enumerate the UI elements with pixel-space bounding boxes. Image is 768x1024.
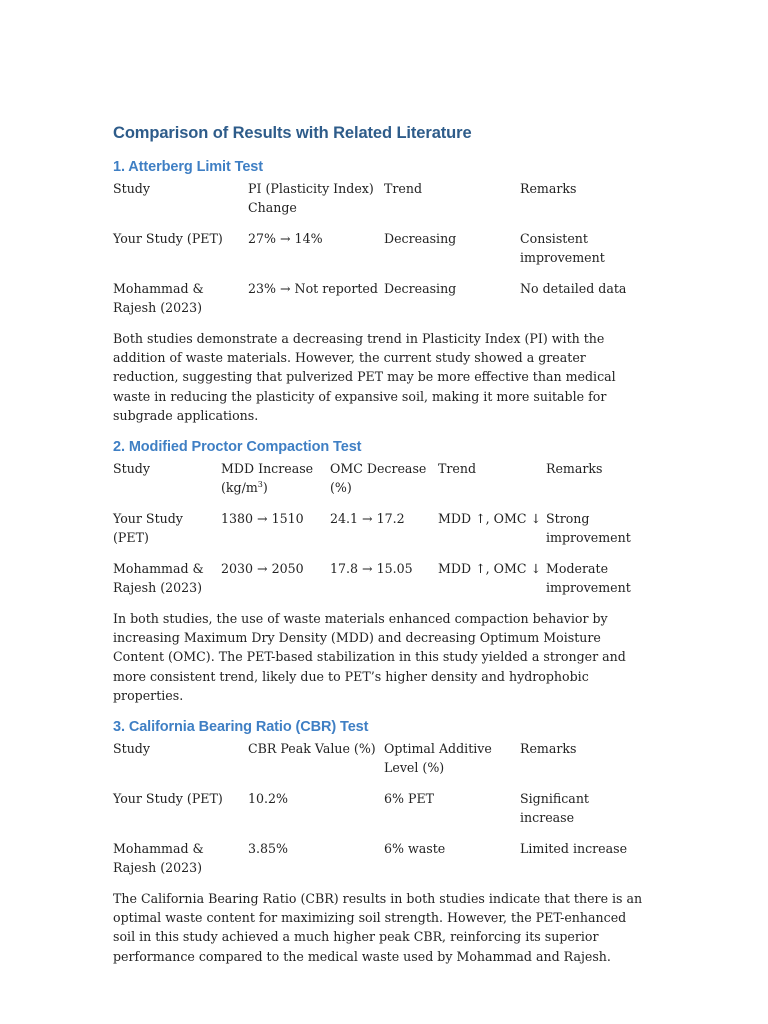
table-cell: Moderate improvement — [546, 561, 631, 596]
column-header: Study — [113, 181, 150, 196]
column-header: CBR Peak Value (%) — [248, 741, 376, 757]
table-cell: Decreasing — [384, 231, 457, 246]
table-cell: Mohammad & Rajesh (2023) — [113, 841, 204, 876]
column-header: Trend — [438, 461, 477, 477]
table-cell: Consistent improvement — [520, 231, 605, 265]
column-header: OMC Decrease (%) — [330, 461, 427, 496]
table-row — [113, 509, 643, 559]
table-cell: 2030 → 2050 — [221, 561, 304, 577]
table-row — [113, 229, 643, 279]
table-cell: Mohammad & Rajesh (2023) — [113, 561, 204, 596]
document-title: Comparison of Results with Related Literature — [113, 124, 472, 142]
table-cell: Decreasing — [384, 281, 457, 296]
column-header-close: ) — [262, 480, 268, 496]
column-header: Trend — [384, 181, 423, 196]
column-header: Study — [113, 741, 150, 757]
table-cell: 27% → 14% — [248, 231, 323, 246]
table-cbr — [113, 739, 643, 877]
table-cell: Your Study (PET) — [113, 231, 223, 246]
table-header-row — [113, 459, 643, 509]
column-header — [221, 459, 330, 509]
table-proctor — [113, 459, 643, 597]
table-cell: 24.1 → 17.2 — [330, 511, 405, 527]
table-cell: MDD ↑, OMC ↓ — [438, 511, 542, 527]
table-cell: MDD ↑, OMC ↓ — [438, 561, 542, 577]
section-heading-atterberg: 1. Atterberg Limit Test — [113, 159, 263, 175]
document-content — [113, 124, 643, 980]
table-row — [113, 279, 643, 317]
column-header-text: MDD Increase (kg/m — [221, 461, 314, 496]
table-row — [113, 789, 643, 839]
table-atterberg — [113, 179, 643, 317]
section-paragraph: The California Bearing Ratio (CBR) results in both studies indicate that there is an optimal waste content for maximizing soil strength. However, the PET-enhanced soil in this study achieved a much higher peak CBR, reinforcing its superior performance compared to the medical waste used by Mohammad and Rajesh. — [113, 891, 643, 964]
table-cell: Strong improvement — [546, 511, 631, 546]
section-paragraph: In both studies, the use of waste materials enhanced compaction behavior by increasing Maximum Dry Density (MDD) and decreasing Optimum Moisture Content (OMC). The PET-based stabilization in this study yielded a stronger and more consistent trend, likely due to PET’s higher density and hydrophobic properties. — [113, 611, 626, 703]
table-cell: 6% PET — [384, 791, 435, 807]
table-cell: 3.85% — [248, 841, 289, 857]
table-cell: 6% waste — [384, 841, 446, 857]
column-header: PI (Plasticity Index) Change — [248, 181, 374, 215]
column-header: Optimal Additive Level (%) — [384, 741, 492, 776]
section-paragraph: Both studies demonstrate a decreasing trend in Plasticity Index (PI) with the addition of waste materials. However, the current study showed a greater reduction, suggesting that pulverized PET may be more effective than medical waste in reducing the plasticity of expansive soil, making it more suitable for subgrade applications. — [113, 331, 616, 423]
table-cell: Significant increase — [520, 791, 589, 826]
table-header-row — [113, 739, 643, 789]
table-row — [113, 839, 643, 877]
column-header: Remarks — [546, 461, 603, 477]
table-cell: Your Study (PET) — [113, 511, 183, 546]
table-row — [113, 559, 643, 597]
table-cell: 1380 → 1510 — [221, 511, 304, 527]
column-header: Study — [113, 461, 150, 477]
column-header: Remarks — [520, 741, 577, 757]
table-cell: 10.2% — [248, 791, 289, 807]
table-header-row — [113, 179, 643, 229]
column-header: Remarks — [520, 181, 577, 196]
section-heading-cbr: 3. California Bearing Ratio (CBR) Test — [113, 719, 369, 736]
table-cell: No detailed data — [520, 281, 627, 296]
section-heading-proctor: 2. Modified Proctor Compaction Test — [113, 439, 362, 456]
superscript: 3 — [257, 479, 263, 489]
table-cell: Limited increase — [520, 841, 628, 857]
table-cell: 17.8 → 15.05 — [330, 561, 413, 577]
table-cell: Your Study (PET) — [113, 791, 223, 807]
table-cell: 23% → Not reported — [248, 281, 378, 296]
table-cell: Mohammad & Rajesh (2023) — [113, 281, 204, 315]
